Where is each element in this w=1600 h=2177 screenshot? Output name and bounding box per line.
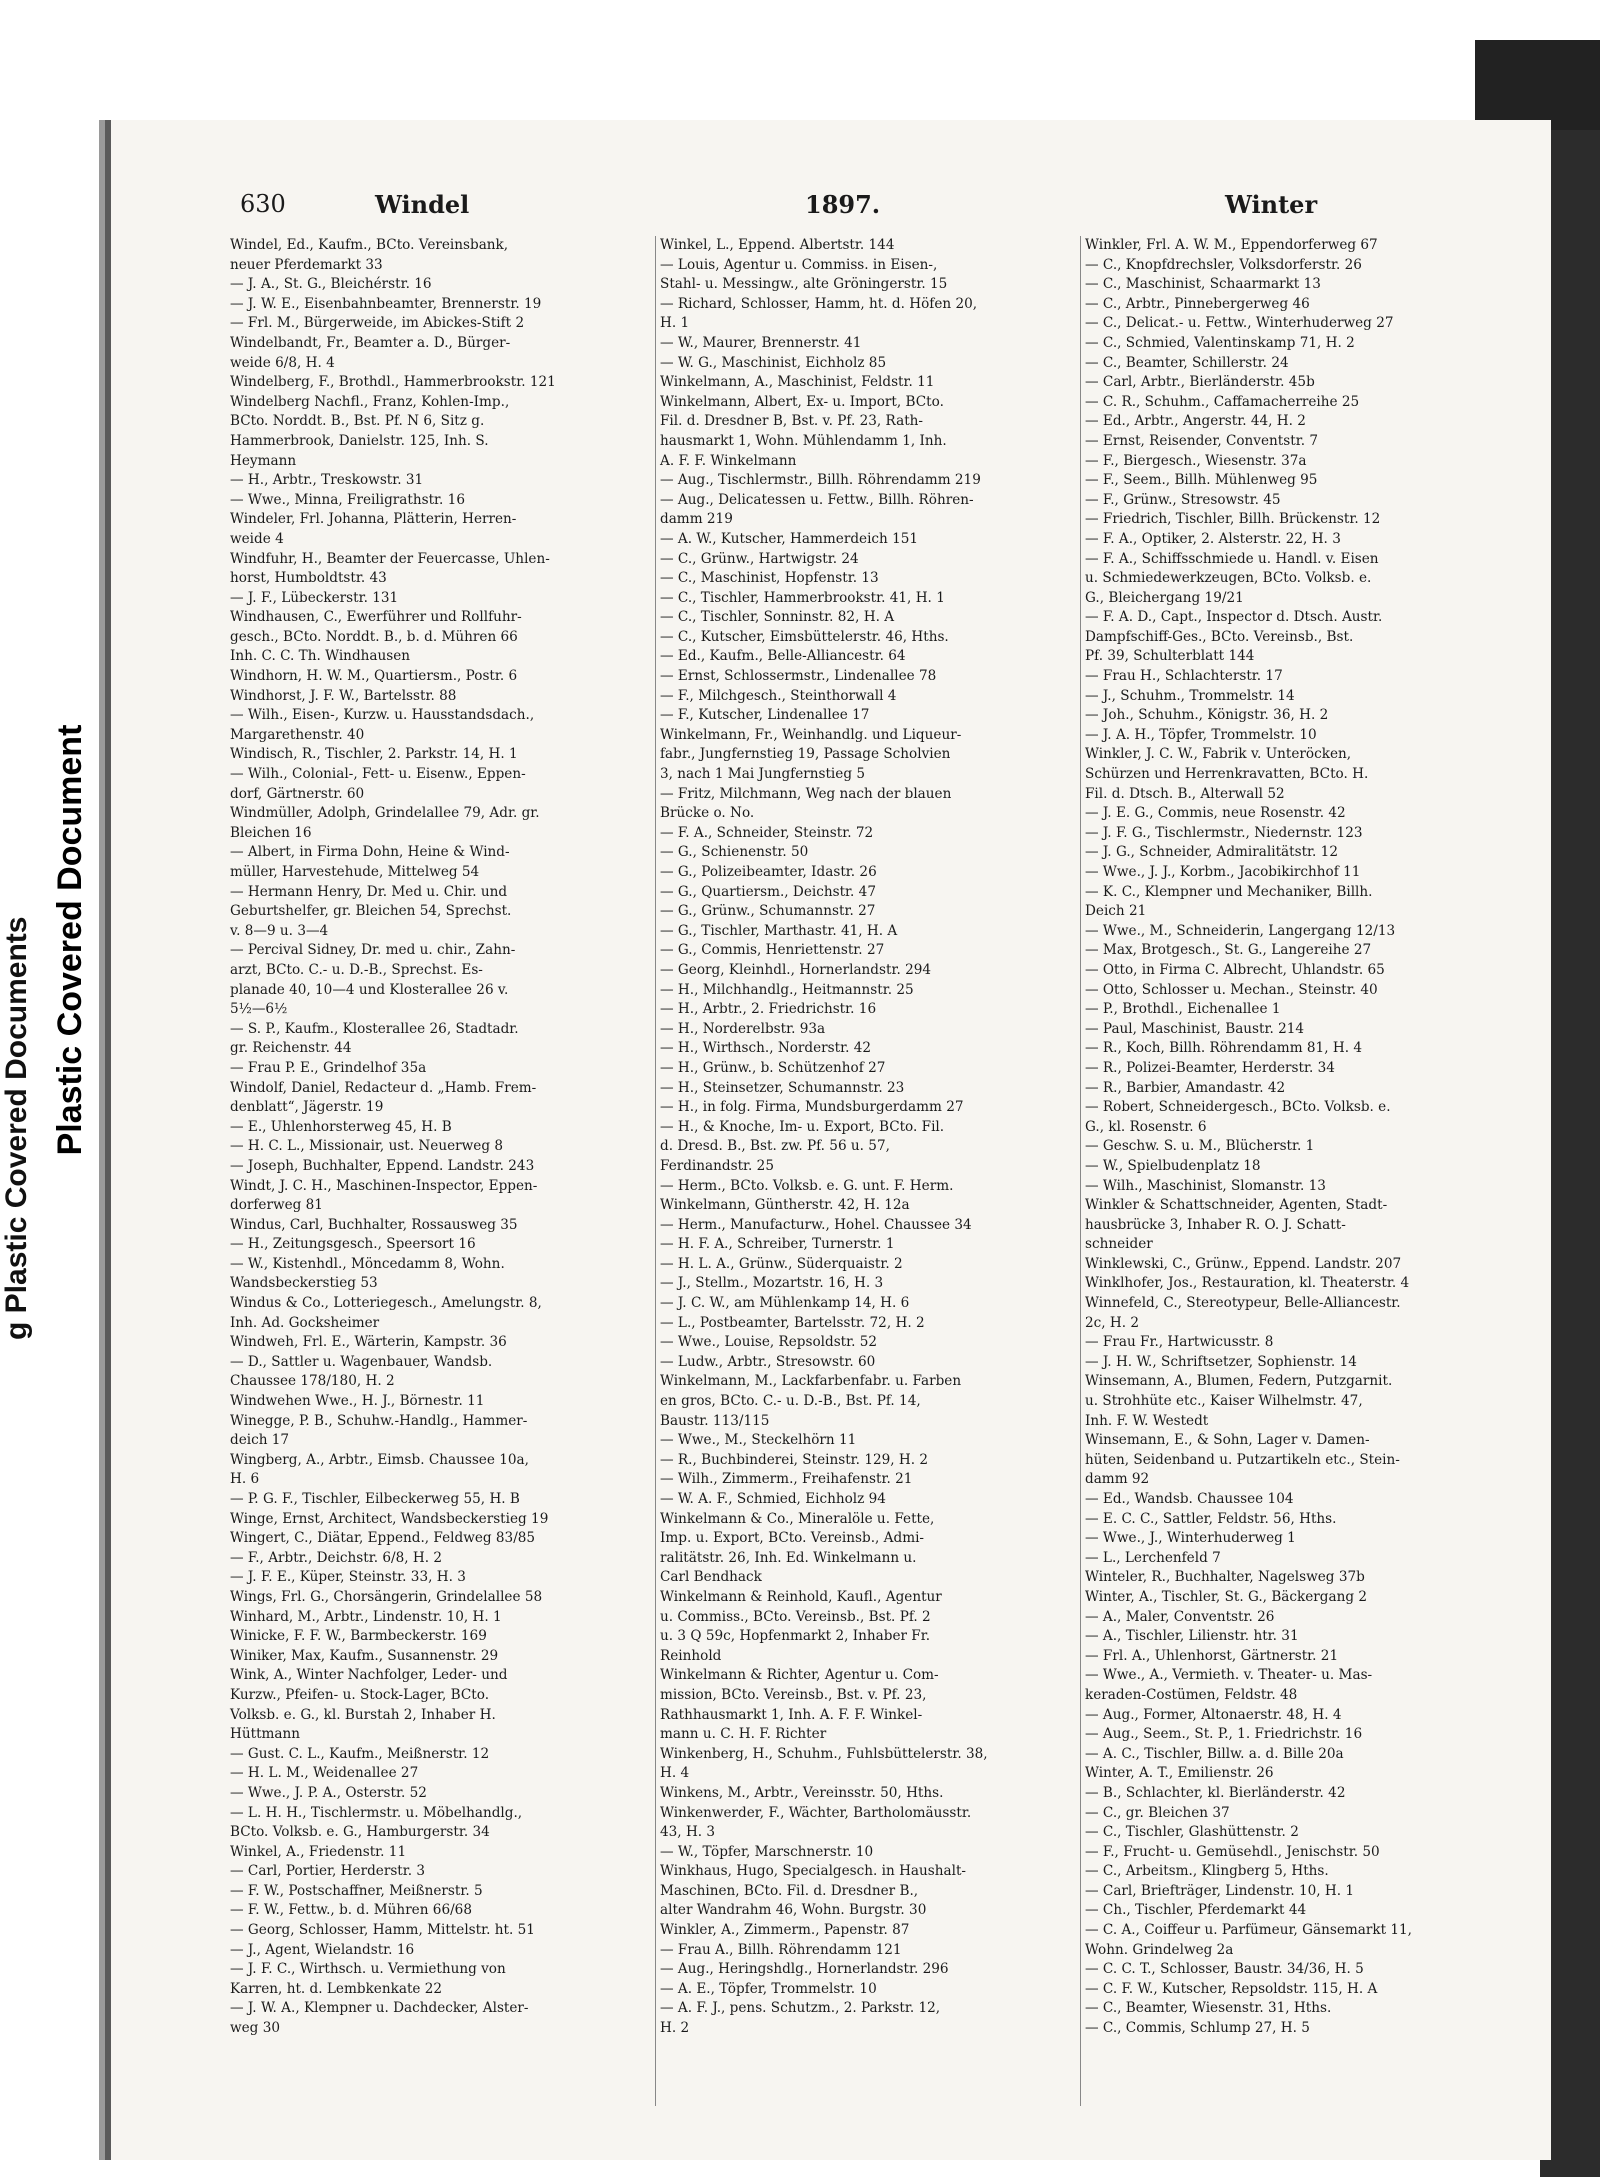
directory-entry-line: hüten, Seidenband u. Putzartikeln etc., Stein- xyxy=(1085,1451,1400,1468)
directory-entry-line: weide 4 xyxy=(230,530,284,547)
directory-entry-line: Windisch, R., Tischler, 2. Parkstr. 14, H. 1 xyxy=(230,746,518,763)
directory-entry-line: Wink, A., Winter Nachfolger, Leder- und xyxy=(230,1667,508,1684)
directory-entry-line: Karren, ht. d. Lembkenkate 22 xyxy=(230,1980,443,1997)
directory-entry-line: — H. L. A., Grünw., Süderquaistr. 2 xyxy=(660,1255,903,1272)
directory-entry-line: — Ernst, Schlossermstr., Lindenallee 78 xyxy=(660,668,937,685)
directory-entry-line: Winkelmann, Albert, Ex- u. Import, BCto. xyxy=(660,393,944,410)
directory-entry-line: Winkler, A., Zimmerm., Papenstr. 87 xyxy=(660,1922,910,1939)
directory-entry-line: schneider xyxy=(1085,1236,1153,1253)
directory-entry-line: u. Schmiedewerkzeugen, BCto. Volksb. e. xyxy=(1085,570,1372,587)
directory-entry-line: — F., Seem., Billh. Mühlenweg 95 xyxy=(1085,472,1318,489)
directory-entry-line: — J. A., St. G., Bleichérstr. 16 xyxy=(230,276,432,293)
directory-entry-line: Schürzen und Herrenkravatten, BCto. H. xyxy=(1085,766,1369,783)
directory-entry-line: — F. A., Optiker, 2. Alsterstr. 22, H. 3 xyxy=(1085,530,1341,547)
directory-entry-line: — A. F. J., pens. Schutzm., 2. Parkstr. 12, xyxy=(660,2000,941,2017)
directory-entry-line: d. Dresd. B., Bst. zw. Pf. 56 u. 57, xyxy=(660,1138,890,1155)
directory-entry-line: — J. W. A., Klempner u. Dachdecker, Alster- xyxy=(230,2000,529,2017)
directory-entry-line: Windhorn, H. W. M., Quartiersm., Postr. 6 xyxy=(230,668,518,685)
directory-entry-line: — F., Arbtr., Deichstr. 6/8, H. 2 xyxy=(230,1549,443,1566)
directory-entry-line: — Geschw. S. u. M., Blücherstr. 1 xyxy=(1085,1138,1315,1155)
directory-entry-line: — J., Agent, Wielandstr. 16 xyxy=(230,1941,415,1958)
directory-entry-line: — C., Knopfdrechsler, Volksdorferstr. 26 xyxy=(1085,256,1362,273)
directory-entry-line: Baustr. 113/115 xyxy=(660,1412,770,1429)
directory-entry-line: — F., Biergesch., Wiesenstr. 37a xyxy=(1085,452,1307,469)
directory-entry-line: denblatt“, Jägerstr. 19 xyxy=(230,1099,384,1116)
directory-entry-line: — C., gr. Bleichen 37 xyxy=(1085,1804,1230,1821)
directory-entry-line: damm 92 xyxy=(1085,1471,1150,1488)
directory-entry-line: — C., Schmied, Valentinskamp 71, H. 2 xyxy=(1085,334,1355,351)
directory-entry-line: — W., Maurer, Brennerstr. 41 xyxy=(660,334,862,351)
directory-entry-line: — Aug., Seem., St. P., 1. Friedrichstr. 16 xyxy=(1085,1726,1363,1743)
directory-entry-line: A. F. F. Winkelmann xyxy=(660,452,797,469)
directory-entry-line: — C. A., Coiffeur u. Parfümeur, Gänsemarkt 11, xyxy=(1085,1922,1412,1939)
directory-entry-line: — H., Arbtr., 2. Friedrichstr. 16 xyxy=(660,1001,877,1018)
directory-entry-line: Volksb. e. G., kl. Burstah 2, Inhaber H. xyxy=(230,1706,496,1723)
directory-entry-line: — Wilh., Maschinist, Slomanstr. 13 xyxy=(1085,1177,1326,1194)
directory-entry-line: — W., Kistenhdl., Möncedamm 8, Wohn. xyxy=(230,1255,505,1272)
directory-entry-line: Deich 21 xyxy=(1085,903,1147,920)
directory-entry-line: — H., Steinsetzer, Schumannstr. 23 xyxy=(660,1079,905,1096)
directory-entry-line: — C., Commis, Schlump 27, H. 5 xyxy=(1085,2020,1310,2037)
directory-entry-line: — H., Milchhandlg., Heitmannstr. 25 xyxy=(660,981,914,998)
directory-entry-line: — W. G., Maschinist, Eichholz 85 xyxy=(660,354,887,371)
directory-entry-line: Ferdinandstr. 25 xyxy=(660,1157,774,1174)
directory-entry-line: — Aug., Heringshdlg., Hornerlandstr. 296 xyxy=(660,1961,949,1978)
directory-entry-line: — F., Frucht- u. Gemüsehdl., Jenischstr. 50 xyxy=(1085,1843,1380,1860)
directory-entry-line: Windolf, Daniel, Redacteur d. „Hamb. Frem- xyxy=(230,1079,537,1096)
directory-entry-line: — H. F. A., Schreiber, Turnerstr. 1 xyxy=(660,1236,895,1253)
directory-entry-line: — Ed., Arbtr., Angerstr. 44, H. 2 xyxy=(1085,413,1306,430)
directory-entry-line: Windus, Carl, Buchhalter, Rossausweg 35 xyxy=(230,1216,518,1233)
directory-entry-line: gesch., BCto. Norddt. B., b. d. Mühren 66 xyxy=(230,628,518,645)
directory-entry-line: — A. W., Kutscher, Hammerdeich 151 xyxy=(660,530,919,547)
directory-entry-line: Windt, J. C. H., Maschinen-Inspector, Eppen- xyxy=(230,1177,538,1194)
directory-entry-line: — C., Grünw., Hartwigstr. 24 xyxy=(660,550,859,567)
directory-entry-line: Winter, A., Tischler, St. G., Bäckergang 2 xyxy=(1085,1588,1368,1605)
directory-entry-line: — C., Tischler, Glashüttenstr. 2 xyxy=(1085,1824,1299,1841)
directory-entry-line: — C., Maschinist, Hopfenstr. 13 xyxy=(660,570,879,587)
directory-entry-line: Windwehen Wwe., H. J., Börnestr. 11 xyxy=(230,1393,485,1410)
directory-entry-line: — G., Quartiersm., Deichstr. 47 xyxy=(660,883,876,900)
directory-entry-line: Winkler, J. C. W., Fabrik v. Unteröcken, xyxy=(1085,746,1352,763)
directory-entry-line: G., kl. Rosenstr. 6 xyxy=(1085,1118,1207,1135)
directory-entry-line: — H., Arbtr., Treskowstr. 31 xyxy=(230,472,424,489)
directory-entry-line: Windelbandt, Fr., Beamter a. D., Bürger- xyxy=(230,334,511,351)
directory-entry-line: Reinhold xyxy=(660,1647,722,1664)
directory-entry-line: Inh. F. W. Westedt xyxy=(1085,1412,1209,1429)
directory-entry-line: Windhorst, J. F. W., Bartelsstr. 88 xyxy=(230,687,457,704)
directory-entry-line: Windel, Ed., Kaufm., BCto. Vereinsbank, xyxy=(230,237,509,253)
directory-entry-line: — Aug., Former, Altonaerstr. 48, H. 4 xyxy=(1085,1706,1342,1723)
directory-entry-line: — L., Lerchenfeld 7 xyxy=(1085,1549,1221,1566)
directory-entry-line: Windfuhr, H., Beamter der Feuercasse, Uhlen- xyxy=(230,550,550,567)
directory-entry-line: Winkelmann & Reinhold, Kaufl., Agentur xyxy=(660,1588,942,1605)
directory-entry-line: — A., Tischler, Lilienstr. htr. 31 xyxy=(1085,1628,1299,1645)
directory-entry-line: müller, Harvestehude, Mittelweg 54 xyxy=(230,864,480,880)
directory-entry-line: — Otto, in Firma C. Albrecht, Uhlandstr. 65 xyxy=(1085,961,1385,978)
directory-entry-line: weg 30 xyxy=(230,2020,281,2037)
directory-entry-line: — Robert, Schneidergesch., BCto. Volksb. e. xyxy=(1085,1099,1391,1116)
directory-entry-line: — Frl. A., Uhlenhorst, Gärtnerstr. 21 xyxy=(1085,1647,1339,1664)
directory-entry-line: — F. W., Fettw., b. d. Mühren 66/68 xyxy=(230,1902,472,1919)
directory-entry-line: — B., Schlachter, kl. Bierländerstr. 42 xyxy=(1085,1784,1346,1801)
directory-entry-line: Windelberg Nachfl., Franz, Kohlen-Imp., xyxy=(230,393,510,410)
directory-entry-line: — C. R., Schuhm., Caffamacherreihe 25 xyxy=(1085,393,1360,410)
directory-entry-line: Inh. C. C. Th. Windhausen xyxy=(230,648,411,665)
header-year: 1897. xyxy=(805,190,881,219)
directory-entry-line: Winkelmann & Richter, Agentur u. Com- xyxy=(660,1667,939,1684)
directory-entry-line: — Wwe., M., Steckelhörn 11 xyxy=(660,1432,857,1449)
directory-entry-line: dorf, Gärtnerstr. 60 xyxy=(230,785,365,802)
directory-entry-line: — G., Schienenstr. 50 xyxy=(660,844,809,861)
directory-entry-line: — H., Zeitungsgesch., Speersort 16 xyxy=(230,1236,476,1253)
directory-entry-line: — Ernst, Reisender, Conventstr. 7 xyxy=(1085,432,1318,449)
directory-entry-line: — Percival Sidney, Dr. med u. chir., Zahn- xyxy=(230,942,516,959)
directory-entry-line: Winkelmann, A., Maschinist, Feldstr. 11 xyxy=(660,374,935,391)
directory-entry-line: — Ed., Wandsb. Chaussee 104 xyxy=(1085,1491,1294,1507)
scan-background-corner xyxy=(1475,40,1600,130)
directory-entry-line: — F., Kutscher, Lindenallee 17 xyxy=(660,707,870,724)
directory-column-1 xyxy=(230,236,670,2039)
directory-entry-line: — J. F. E., Küper, Steinstr. 33, H. 3 xyxy=(230,1569,466,1586)
directory-entry-line: — Wilh., Zimmerm., Freihafenstr. 21 xyxy=(660,1471,913,1488)
directory-column-2 xyxy=(660,236,1100,2039)
directory-entry-line: — Hermann Henry, Dr. Med u. Chir. und xyxy=(230,883,508,900)
directory-entry-line: — J. F. G., Tischlermstr., Niedernstr. 123 xyxy=(1085,824,1363,841)
directory-entry-line: keraden-Costümen, Feldstr. 48 xyxy=(1085,1686,1298,1703)
directory-entry-line: — Wwe., Louise, Repsoldstr. 52 xyxy=(660,1334,878,1351)
directory-entry-line: — Frau Fr., Hartwicusstr. 8 xyxy=(1085,1334,1274,1351)
directory-entry-line: — Ed., Kaufm., Belle-Alliancestr. 64 xyxy=(660,648,906,665)
directory-entry-line: deich 17 xyxy=(230,1432,290,1449)
directory-entry-line: — Frl. M., Bürgerweide, im Abickes-Stift 2 xyxy=(230,315,525,332)
directory-entry-line: Winkenberg, H., Schuhm., Fuhlsbüttelerstr. 38, xyxy=(660,1745,988,1762)
directory-entry-line: — Aug., Delicatessen u. Fettw., Billh. Röhren- xyxy=(660,491,974,508)
directory-entry-line: — A., Maler, Conventstr. 26 xyxy=(1085,1608,1275,1625)
directory-entry-line: — F., Milchgesch., Steinthorwall 4 xyxy=(660,687,897,704)
directory-entry-line: — A. C., Tischler, Billw. a. d. Bille 20a xyxy=(1085,1745,1344,1762)
directory-entry-line: — J. C. W., am Mühlenkamp 14, H. 6 xyxy=(660,1295,910,1312)
directory-entry-line: mann u. C. H. F. Richter xyxy=(660,1726,827,1743)
directory-entry-line: BCto. Norddt. B., Bst. Pf. N 6, Sitz g. xyxy=(230,413,485,430)
directory-entry-line: — J. H. W., Schriftsetzer, Sophienstr. 14 xyxy=(1085,1353,1357,1370)
directory-entry-line: — Carl, Portier, Herderstr. 3 xyxy=(230,1863,426,1880)
directory-entry-line: Windhausen, C., Ewerführer und Rollfuhr- xyxy=(230,609,522,626)
directory-entry-line: — Wwe., M., Schneiderin, Langergang 12/13 xyxy=(1085,922,1396,939)
directory-entry-line: G., Bleichergang 19/21 xyxy=(1085,589,1244,606)
directory-entry-line: gr. Reichenstr. 44 xyxy=(230,1040,352,1057)
directory-entry-line: Winiker, Max, Kaufm., Susannenstr. 29 xyxy=(230,1647,499,1664)
directory-entry-line: Winegge, P. B., Schuhw.-Handlg., Hammer- xyxy=(230,1412,528,1429)
directory-entry-line: — Carl, Briefträger, Lindenstr. 10, H. 1 xyxy=(1085,1882,1355,1899)
directory-entry-line: — Wwe., J. J., Korbm., Jacobikirchhof 11 xyxy=(1085,864,1361,880)
plastic-covered-label-text: Plastic Covered Document xyxy=(51,724,89,1156)
directory-entry-line: Bleichen 16 xyxy=(230,824,312,841)
directory-entry-line: planade 40, 10—4 und Klosterallee 26 v. xyxy=(230,981,509,998)
directory-entry-line: Winkelmann & Co., Mineralöle u. Fette, xyxy=(660,1510,935,1527)
directory-entry-line: Wohn. Grindelweg 2a xyxy=(1085,1941,1234,1958)
directory-entry-line: Brücke o. No. xyxy=(660,805,755,822)
directory-entry-line: — Frau P. E., Grindelhof 35a xyxy=(230,1059,427,1076)
directory-entry-line: — Wilh., Colonial-, Fett- u. Eisenw., Eppen- xyxy=(230,766,526,783)
directory-entry-line: Wings, Frl. G., Chorsängerin, Grindelallee 58 xyxy=(230,1588,543,1605)
directory-entry-line: Winklhofer, Jos., Restauration, kl. Theaterstr. 4 xyxy=(1085,1275,1410,1292)
directory-entry-line: — J. F., Lübeckerstr. 131 xyxy=(230,589,399,606)
directory-entry-line: Windmüller, Adolph, Grindelallee 79, Adr. gr. xyxy=(230,805,540,822)
directory-entry-line: — S. P., Kaufm., Klosterallee 26, Stadtadr. xyxy=(230,1020,519,1037)
directory-entry-line: v. 8—9 u. 3—4 xyxy=(230,922,329,939)
directory-entry-line: Wandsbeckerstieg 53 xyxy=(230,1275,378,1292)
directory-entry-line: H. 1 xyxy=(660,315,690,332)
directory-entry-line: — H., Wirthsch., Norderstr. 42 xyxy=(660,1040,872,1057)
directory-entry-line: Hüttmann xyxy=(230,1726,301,1743)
directory-entry-line: — Joseph, Buchhalter, Eppend. Landstr. 243 xyxy=(230,1157,535,1174)
directory-entry-line: — P. G. F., Tischler, Eilbeckerweg 55, H. B xyxy=(230,1491,520,1507)
directory-entry-line: Inh. Ad. Gocksheimer xyxy=(230,1314,380,1331)
directory-entry-line: u. Commiss., BCto. Vereinsb., Bst. Pf. 2 xyxy=(660,1608,931,1625)
directory-entry-line: — P., Brothdl., Eichenallee 1 xyxy=(1085,1001,1281,1018)
directory-entry-line: — Wwe., A., Vermieth. v. Theater- u. Mas- xyxy=(1085,1667,1373,1684)
directory-entry-line: Winkel, A., Friedenstr. 11 xyxy=(230,1843,407,1860)
directory-entry-line: Heymann xyxy=(230,452,297,469)
directory-entry-line: — A. E., Töpfer, Trommelstr. 10 xyxy=(660,1980,877,1997)
directory-entry-line: Winkler & Schattschneider, Agenten, Stadt- xyxy=(1085,1197,1388,1214)
directory-entry-line: — Carl, Arbtr., Bierländerstr. 45b xyxy=(1085,374,1315,391)
directory-entry-line: dorferweg 81 xyxy=(230,1197,323,1214)
directory-entry-line: — Frau H., Schlachterstr. 17 xyxy=(1085,668,1283,685)
directory-entry-line: — Max, Brotgesch., St. G., Langereihe 27 xyxy=(1085,942,1372,959)
directory-entry-line: — G., Polizeibeamter, Idastr. 26 xyxy=(660,864,877,880)
directory-entry-line: 3, nach 1 Mai Jungfernstieg 5 xyxy=(660,766,865,783)
directory-entry-line: Winicke, F. F. W., Barmbeckerstr. 169 xyxy=(230,1628,487,1645)
directory-entry-line: Winsemann, E., & Sohn, Lager v. Damen- xyxy=(1085,1432,1370,1449)
directory-entry-line: u. Strohhüte etc., Kaiser Wilhelmstr. 47, xyxy=(1085,1393,1363,1410)
directory-entry-line: Pf. 39, Schulterblatt 144 xyxy=(1085,648,1255,665)
directory-entry-line: Winnefeld, C., Stereotypeur, Belle-Alliancestr. xyxy=(1085,1295,1401,1312)
directory-entry-line: — J. G., Schneider, Admiralitätstr. 12 xyxy=(1085,844,1338,861)
directory-entry-line: weide 6/8, H. 4 xyxy=(230,354,335,371)
directory-entry-line: — E. C. C., Sattler, Feldstr. 56, Hths. xyxy=(1085,1510,1337,1527)
directory-entry-line: Winteler, R., Buchhalter, Nagelsweg 37b xyxy=(1085,1569,1365,1586)
directory-entry-line: Hammerbrook, Danielstr. 125, Inh. S. xyxy=(230,432,489,449)
directory-entry-line: — G., Commis, Henriettenstr. 27 xyxy=(660,942,885,959)
directory-entry-line: H. 6 xyxy=(230,1471,260,1488)
directory-entry-line: — C., Arbeitsm., Klingberg 5, Hths. xyxy=(1085,1863,1329,1880)
directory-entry-line: Winkenwerder, F., Wächter, Bartholomäusstr. xyxy=(660,1804,972,1821)
directory-entry-line: — Herm., BCto. Volksb. e. G. unt. F. Herm. xyxy=(660,1177,954,1194)
directory-entry-line: — Albert, in Firma Dohn, Heine & Wind- xyxy=(230,844,510,861)
directory-entry-line: 43, H. 3 xyxy=(660,1824,716,1841)
directory-entry-line: — L. H. H., Tischlermstr. u. Möbelhandlg., xyxy=(230,1804,523,1821)
directory-entry-line: u. 3 Q 59c, Hopfenmarkt 2, Inhaber Fr. xyxy=(660,1628,931,1645)
directory-entry-line: Winkelmann, M., Lackfarbenfabr. u. Farben xyxy=(660,1373,962,1390)
directory-entry-line: alter Wandrahm 46, Wohn. Burgstr. 30 xyxy=(660,1902,927,1919)
directory-entry-line: — H., Norderelbstr. 93a xyxy=(660,1020,826,1037)
directory-entry-line: — C., Maschinist, Schaarmarkt 13 xyxy=(1085,276,1321,293)
directory-entry-line: — Fritz, Milchmann, Weg nach der blauen xyxy=(660,785,952,802)
directory-entry-line: — C. C. T., Schlosser, Baustr. 34/36, H. 5 xyxy=(1085,1961,1364,1978)
directory-entry-line: — K. C., Klempner und Mechaniker, Billh. xyxy=(1085,883,1373,900)
directory-entry-line: Windus & Co., Lotteriegesch., Amelungstr. 8, xyxy=(230,1295,542,1312)
directory-entry-line: — C., Beamter, Schillerstr. 24 xyxy=(1085,354,1289,371)
directory-entry-line: — R., Koch, Billh. Röhrendamm 81, H. 4 xyxy=(1085,1040,1362,1057)
directory-entry-line: — R., Barbier, Amandastr. 42 xyxy=(1085,1079,1286,1096)
directory-entry-line: — J., Stellm., Mozartstr. 16, H. 3 xyxy=(660,1275,884,1292)
directory-entry-line: — C. F. W., Kutscher, Repsoldstr. 115, H. A xyxy=(1085,1980,1378,1997)
directory-entry-line: Rathhausmarkt 1, Inh. A. F. F. Winkel- xyxy=(660,1706,923,1723)
directory-entry-line: — Paul, Maschinist, Baustr. 214 xyxy=(1085,1020,1305,1037)
directory-entry-line: — C., Tischler, Hammerbrookstr. 41, H. 1 xyxy=(660,589,945,606)
directory-entry-line: Winsemann, A., Blumen, Federn, Putzgarnit. xyxy=(1085,1373,1393,1390)
directory-entry-line: — H., in folg. Firma, Mundsburgerdamm 27 xyxy=(660,1099,964,1116)
directory-entry-line: — H., & Knoche, Im- u. Export, BCto. Fil. xyxy=(660,1118,945,1135)
directory-entry-line: — Georg, Kleinhdl., Hornerlandstr. 294 xyxy=(660,961,932,978)
directory-entry-line: Winkhaus, Hugo, Specialgesch. in Haushalt- xyxy=(660,1863,967,1880)
directory-entry-line: Winkelmann, Fr., Weinhandlg. und Liqueur- xyxy=(660,726,962,743)
directory-entry-line: Fil. d. Dresdner B, Bst. v. Pf. 23, Rath- xyxy=(660,413,923,430)
directory-entry-line: hausbrücke 3, Inhaber R. O. J. Schatt- xyxy=(1085,1216,1346,1233)
directory-entry-line: Winkel, L., Eppend. Albertstr. 144 xyxy=(660,237,895,253)
directory-entry-line: Winter, A. T., Emilienstr. 26 xyxy=(1085,1765,1274,1782)
directory-entry-line: — L., Postbeamter, Bartelsstr. 72, H. 2 xyxy=(660,1314,925,1331)
directory-entry-line: Kurzw., Pfeifen- u. Stock-Lager, BCto. xyxy=(230,1686,490,1703)
directory-entry-line: Imp. u. Export, BCto. Vereinsb., Admi- xyxy=(660,1530,925,1547)
directory-entry-line: — C., Delicat.- u. Fettw., Winterhuderweg 27 xyxy=(1085,315,1394,332)
directory-entry-line: neuer Pferdemarkt 33 xyxy=(230,256,383,273)
directory-entry-line: H. 2 xyxy=(660,2020,690,2037)
directory-entry-line: Winklewski, C., Grünw., Eppend. Landstr. 207 xyxy=(1085,1255,1402,1272)
directory-entry-line: Wingberg, A., Arbtr., Eimsb. Chaussee 10a, xyxy=(230,1451,529,1468)
directory-entry-line: horst, Humboldtstr. 43 xyxy=(230,570,387,587)
directory-entry-line: Windweh, Frl. E., Wärterin, Kampstr. 36 xyxy=(230,1334,507,1351)
directory-entry-line: Fil. d. Dtsch. B., Alterwall 52 xyxy=(1085,785,1285,802)
directory-entry-line: — J. W. E., Eisenbahnbeamter, Brennerstr. 19 xyxy=(230,295,542,312)
directory-entry-line: hausmarkt 1, Wohn. Mühlendamm 1, Inh. xyxy=(660,432,947,449)
directory-entry-line: — Richard, Schlosser, Hamm, ht. d. Höfen 20, xyxy=(660,295,978,312)
directory-entry-line: Winkens, M., Arbtr., Vereinsstr. 50, Hths. xyxy=(660,1784,944,1801)
directory-entry-line: Winkelmann, Güntherstr. 42, H. 12a xyxy=(660,1197,910,1214)
directory-column-3 xyxy=(1085,236,1525,2039)
directory-entry-line: en gros, BCto. C.- u. D.-B., Bst. Pf. 14, xyxy=(660,1393,921,1410)
directory-entry-line: — Wwe., Minna, Freiligrathstr. 16 xyxy=(230,491,465,508)
directory-entry-line: — F. A., Schneider, Steinstr. 72 xyxy=(660,824,874,841)
directory-entry-line: — Georg, Schlosser, Hamm, Mittelstr. ht. 51 xyxy=(230,1922,535,1939)
directory-entry-line: — G., Tischler, Marthastr. 41, H. A xyxy=(660,922,898,939)
directory-entry-line: — R., Buchbinderei, Steinstr. 129, H. 2 xyxy=(660,1451,929,1468)
directory-entry-line: Windeler, Frl. Johanna, Plätterin, Herren- xyxy=(230,511,517,528)
directory-entry-line: Maschinen, BCto. Fil. d. Dresdner B., xyxy=(660,1882,919,1899)
directory-entry-line: 2c, H. 2 xyxy=(1085,1314,1140,1331)
directory-entry-line: 5½—6½ xyxy=(230,1001,288,1018)
directory-entry-line: — W. A. F., Schmied, Eichholz 94 xyxy=(660,1491,886,1507)
directory-entry-line: Margarethenstr. 40 xyxy=(230,726,365,743)
directory-entry-line: — F. W., Postschaffner, Meißnerstr. 5 xyxy=(230,1882,483,1899)
directory-entry-line: Geburtshelfer, gr. Bleichen 54, Sprechst. xyxy=(230,903,512,920)
directory-entry-line: — C., Kutscher, Eimsbüttelerstr. 46, Hths. xyxy=(660,628,949,645)
directory-entry-line: Stahl- u. Messingw., alte Gröningerstr. 15 xyxy=(660,276,948,293)
directory-entry-line: — F. A., Schiffsschmiede u. Handl. v. Eisen xyxy=(1085,550,1379,567)
directory-entry-line: — Ch., Tischler, Pferdemarkt 44 xyxy=(1085,1902,1307,1919)
directory-entry-line: mission, BCto. Vereinsb., Bst. v. Pf. 23, xyxy=(660,1686,927,1703)
plastic-covered-label xyxy=(40,660,100,1220)
directory-entry-line: Dampfschiff-Ges., BCto. Vereinsb., Bst. xyxy=(1085,628,1354,645)
directory-entry-line: — E., Uhlenhorsterweg 45, H. B xyxy=(230,1118,452,1135)
page-number: 630 xyxy=(240,190,286,218)
directory-entry-line: — C., Tischler, Sonninstr. 82, H. A xyxy=(660,609,895,626)
directory-entry-line: — F., Grünw., Stresowstr. 45 xyxy=(1085,491,1281,508)
bleed-text-edge: g Plastic Covered Documents xyxy=(0,916,33,1340)
directory-entry-line: — W., Spielbudenplatz 18 xyxy=(1085,1157,1261,1174)
directory-entry-line: — Otto, Schlosser u. Mechan., Steinstr. 40 xyxy=(1085,981,1378,998)
directory-entry-line: — H., Grünw., b. Schützenhof 27 xyxy=(660,1059,886,1076)
directory-entry-line: ralitätstr. 26, Inh. Ed. Winkelmann u. xyxy=(660,1549,917,1566)
directory-entry-line: — Friedrich, Tischler, Billh. Brückenstr. 12 xyxy=(1085,511,1381,528)
directory-entry-line: — W., Töpfer, Marschnerstr. 10 xyxy=(660,1843,874,1860)
directory-entry-line: Winkler, Frl. A. W. M., Eppendorferweg 67 xyxy=(1085,237,1378,253)
directory-entry-line: — F. A. D., Capt., Inspector d. Dtsch. Austr. xyxy=(1085,609,1383,626)
directory-entry-line: — G., Grünw., Schumannstr. 27 xyxy=(660,903,876,920)
directory-entry-line: arzt, BCto. C.- u. D.-B., Sprechst. Es- xyxy=(230,961,483,978)
header-right-word: Winter xyxy=(1225,190,1318,219)
directory-entry-line: damm 219 xyxy=(660,511,733,528)
directory-entry-line: — Ludw., Arbtr., Stresowstr. 60 xyxy=(660,1353,876,1370)
directory-entry-line: fabr., Jungfernstieg 19, Passage Scholvien xyxy=(660,746,951,763)
directory-entry-line: Wingert, C., Diätar, Eppend., Feldweg 83/85 xyxy=(230,1530,536,1547)
directory-entry-line: — J. F. C., Wirthsch. u. Vermiethung von xyxy=(230,1961,506,1978)
directory-entry-line: BCto. Volksb. e. G., Hamburgerstr. 34 xyxy=(230,1824,490,1841)
directory-entry-line: — Wwe., J. P. A., Osterstr. 52 xyxy=(230,1784,427,1801)
directory-entry-line: — Gust. C. L., Kaufm., Meißnerstr. 12 xyxy=(230,1745,490,1762)
directory-entry-line: — Herm., Manufacturw., Hohel. Chaussee 34 xyxy=(660,1216,972,1233)
directory-entry-line: Winge, Ernst, Architect, Wandsbeckerstieg 19 xyxy=(230,1510,549,1527)
directory-entry-line: — D., Sattler u. Wagenbauer, Wandsb. xyxy=(230,1353,493,1370)
directory-entry-line: — J. E. G., Commis, neue Rosenstr. 42 xyxy=(1085,805,1346,822)
directory-entry-line: — Aug., Tischlermstr., Billh. Röhrendamm 219 xyxy=(660,472,981,489)
directory-entry-line: — C., Beamter, Wiesenstr. 31, Hths. xyxy=(1085,2000,1332,2017)
directory-entry-line: H. 4 xyxy=(660,1765,690,1782)
directory-entry-line: — H. C. L., Missionair, ust. Neuerweg 8 xyxy=(230,1138,503,1155)
directory-entry-line: Windelberg, F., Brothdl., Hammerbrookstr. 121 xyxy=(230,374,556,391)
directory-entry-line: — Frau A., Billh. Röhrendamm 121 xyxy=(660,1941,902,1958)
directory-entry-line: — Joh., Schuhm., Königstr. 36, H. 2 xyxy=(1085,707,1329,724)
directory-entry-line: Chaussee 178/180, H. 2 xyxy=(230,1373,395,1390)
directory-entry-line: Winhard, M., Arbtr., Lindenstr. 10, H. 1 xyxy=(230,1608,502,1625)
page-header xyxy=(240,190,1330,234)
directory-entry-line: — Louis, Agentur u. Commiss. in Eisen-, xyxy=(660,256,938,273)
directory-entry-line: — H. L. M., Weidenallee 27 xyxy=(230,1765,419,1782)
directory-entry-line: — Wilh., Eisen-, Kurzw. u. Hausstandsdach., xyxy=(230,707,535,724)
directory-entry-line: Carl Bendhack xyxy=(660,1569,762,1586)
header-left-word: Windel xyxy=(375,190,470,219)
directory-entry-line: — C., Arbtr., Pinnebergerweg 46 xyxy=(1085,295,1310,312)
directory-entry-line: — J. A. H., Töpfer, Trommelstr. 10 xyxy=(1085,726,1317,743)
directory-entry-line: — R., Polizei-Beamter, Herderstr. 34 xyxy=(1085,1059,1335,1076)
directory-entry-line: — Wwe., J., Winterhuderweg 1 xyxy=(1085,1530,1296,1547)
directory-entry-line: — J., Schuhm., Trommelstr. 14 xyxy=(1085,687,1295,704)
